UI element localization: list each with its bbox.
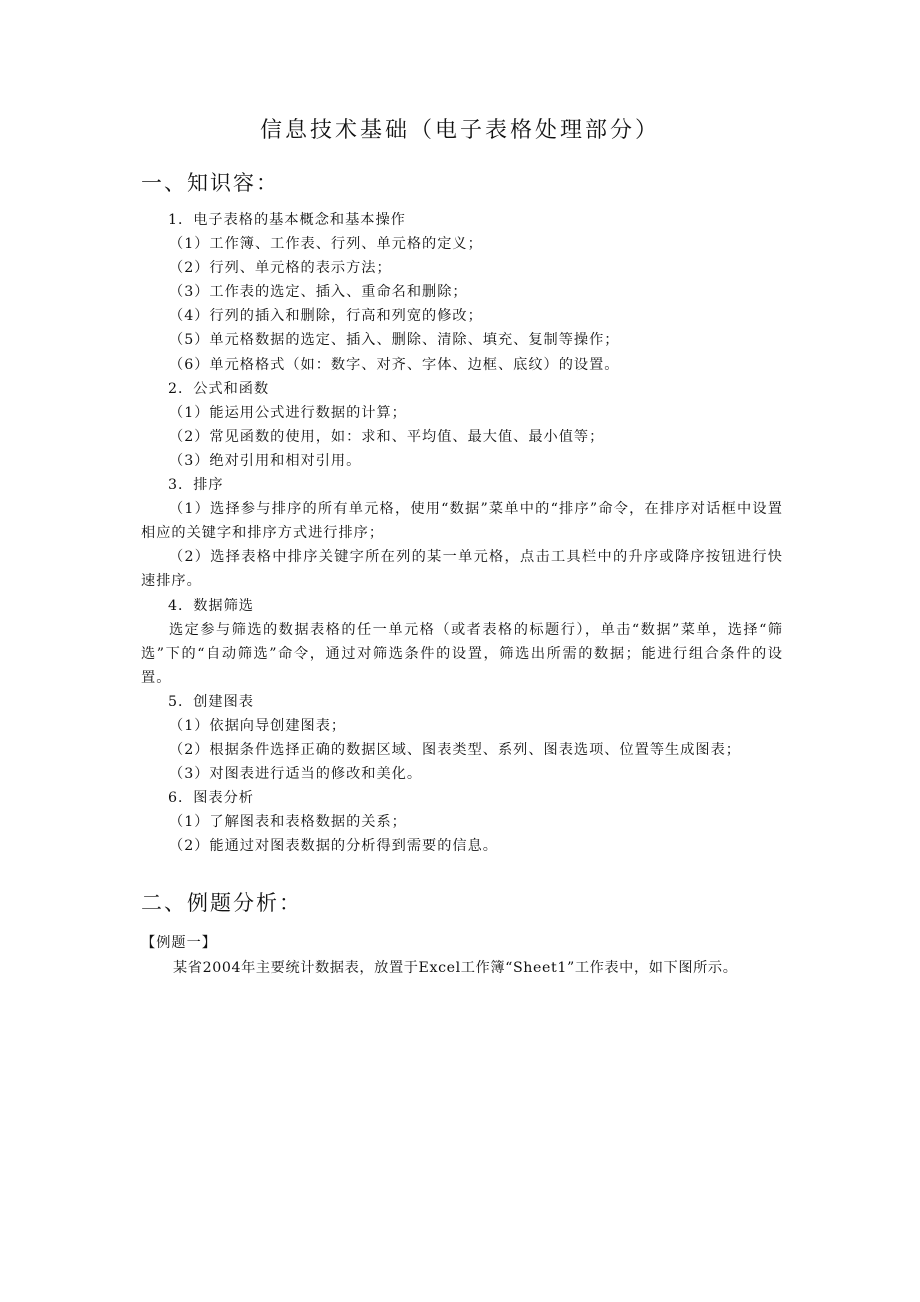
list-item: （2）常见函数的使用，如：求和、平均值、最大值、最小值等； [169, 428, 605, 445]
paragraph: 选定参与筛选的数据表格的任一单元格（或者表格的标题行），单击“数据”菜单，选择“筛选”下的“自动筛选”命令，通过对筛选条件的设置，筛选出所需的数据；能进行组合条件的设置。 [141, 621, 783, 686]
paragraph: （2）选择表格中排序关键字所在列的某一单元格，点击工具栏中的升序或降序按钮进行快速排序。 [141, 549, 783, 590]
paragraph: （1）选择参与排序的所有单元格，使用“数据”菜单中的“排序”命令，在排序对话框中设置相应的关键字和排序方式进行排序； [141, 501, 783, 542]
list-item: （3）工作表的选定、插入、重命名和删除； [169, 284, 468, 301]
knowledge-content [141, 208, 783, 859]
list-item: （2）行列、单元格的表示方法； [169, 260, 392, 277]
topic-heading: 6．图表分析 [168, 790, 254, 807]
topic-heading: 3．排序 [168, 477, 224, 494]
example-text: 某省2004年主要统计数据表，放置于Excel工作簿“Sheet1”工作表中，如下图所示。 [173, 960, 738, 976]
list-item: （2）能通过对图表数据的分析得到需要的信息。 [169, 838, 498, 855]
list-item: （5）单元格数据的选定、插入、删除、清除、填充、复制等操作； [169, 332, 620, 349]
list-item: （1）工作簿、工作表、行列、单元格的定义； [169, 236, 483, 253]
list-item: （1）能运用公式进行数据的计算； [169, 404, 407, 421]
document-title: 信息技术基础（电子表格处理部分） [259, 118, 660, 143]
topic-heading: 1．电子表格的基本概念和基本操作 [168, 212, 406, 228]
example-label: 【例题一】 [141, 935, 217, 951]
list-item: （3）对图表进行适当的修改和美化。 [169, 766, 423, 783]
list-item: （2）根据条件选择正确的数据区域、图表类型、系列、图表选项、位置等生成图表； [169, 742, 741, 759]
topic-heading: 2．公式和函数 [168, 380, 270, 397]
list-item: （3）绝对引用和相对引用。 [169, 452, 362, 469]
list-item: （1）依据向导创建图表； [169, 717, 347, 734]
topic-heading: 5．创建图表 [168, 693, 254, 710]
section-heading-knowledge: 一、知识容： [141, 171, 279, 195]
section-heading-examples: 二、例题分析： [141, 891, 302, 915]
list-item: （6）单元格格式（如：数字、对齐、字体、边框、底纹）的设置。 [169, 356, 620, 373]
list-item: （4）行列的插入和删除，行高和列宽的修改； [169, 308, 483, 325]
topic-heading: 4．数据筛选 [168, 597, 254, 614]
list-item: （1）了解图表和表格数据的关系； [169, 814, 407, 831]
